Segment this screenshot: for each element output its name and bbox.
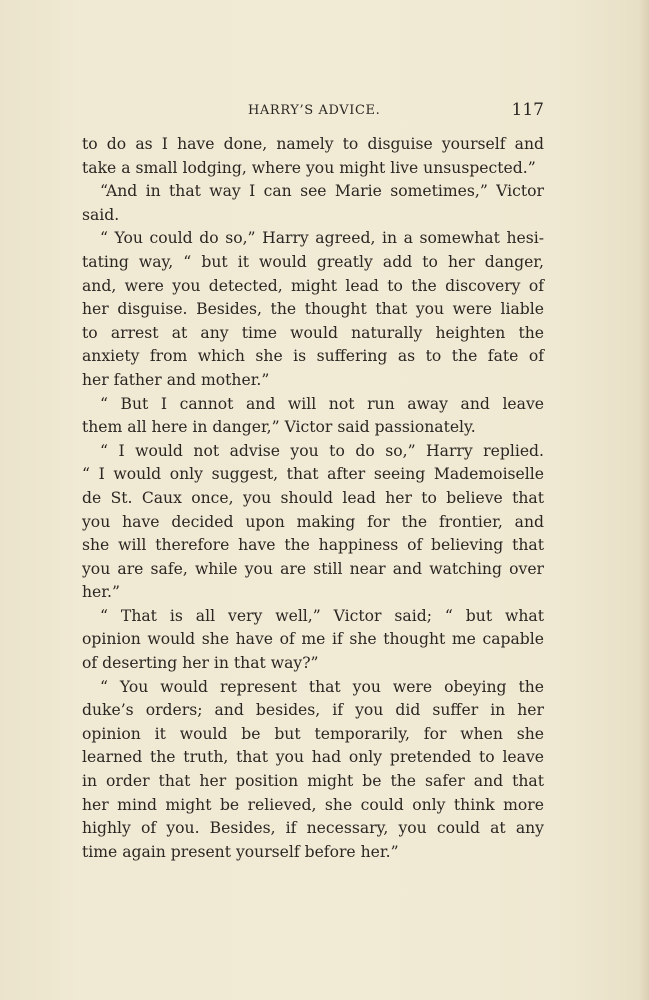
text-line: “ You could do so,” Harry agreed, in a somewhat hesi-: [100, 229, 544, 248]
body-text: [82, 133, 544, 864]
text-line: take a small lodging, where you might live unsuspected.”: [82, 158, 536, 177]
text-line: her disguise. Besides, the thought that you were liable: [82, 300, 544, 319]
text-line: she will therefore have the happiness of believing that: [82, 536, 544, 555]
text-line: you have decided upon making for the frontier, and: [82, 512, 544, 531]
text-line: said.: [82, 205, 120, 224]
text-line: to do as I have done, namely to disguise yourself and: [82, 135, 544, 153]
text-line: highly of you. Besides, if necessary, you could at any: [82, 819, 544, 838]
text-line: de St. Caux once, you should lead her to believe that: [82, 488, 544, 507]
text-line: and, were you detected, might lead to the discovery of: [82, 276, 544, 295]
text-line: “ I would not advise you to do so,” Harry replied.: [100, 441, 544, 460]
text-line: her.”: [82, 583, 120, 602]
text-line: anxiety from which she is suffering as to the fate of: [82, 347, 544, 366]
text-line: time again present yourself before her.”: [82, 842, 399, 861]
text-line: of deserting her in that way?”: [82, 654, 319, 673]
text-line: them all here in danger,” Victor said passionately.: [82, 418, 476, 437]
text-line: “ That is all very well,” Victor said; “ but what: [100, 606, 544, 625]
text-line: her father and mother.”: [82, 370, 270, 389]
text-line: opinion would she have of me if she thought me capable: [82, 630, 544, 649]
text-line: in order that her position might be the safer and that: [82, 772, 544, 791]
text-line: opinion it would be but temporarily, for when she: [82, 724, 544, 743]
page-number: 117: [511, 100, 544, 120]
text-line: tating way, “ but it would greatly add to her danger,: [82, 252, 544, 271]
text-line: learned the truth, that you had only pretended to leave: [82, 748, 544, 767]
text-line: “ But I cannot and will not run away and leave: [100, 394, 544, 413]
running-title: HARRY’S ADVICE.: [248, 103, 381, 118]
text-line: “And in that way I can see Marie sometimes,” Victor: [100, 182, 544, 201]
running-head: [82, 100, 544, 124]
text-line: her mind might be relieved, she could only think more: [82, 795, 544, 814]
text-line: “ I would only suggest, that after seeing Mademoiselle: [82, 465, 544, 484]
text-line: you are safe, while you are still near and watching over: [82, 559, 544, 578]
text-line: to arrest at any time would naturally heighten the: [82, 323, 544, 342]
text-line: “ You would represent that you were obeying the: [100, 677, 544, 696]
page-edge-shadow: [639, 0, 649, 1000]
text-line: duke’s orders; and besides, if you did suffer in her: [82, 701, 544, 720]
